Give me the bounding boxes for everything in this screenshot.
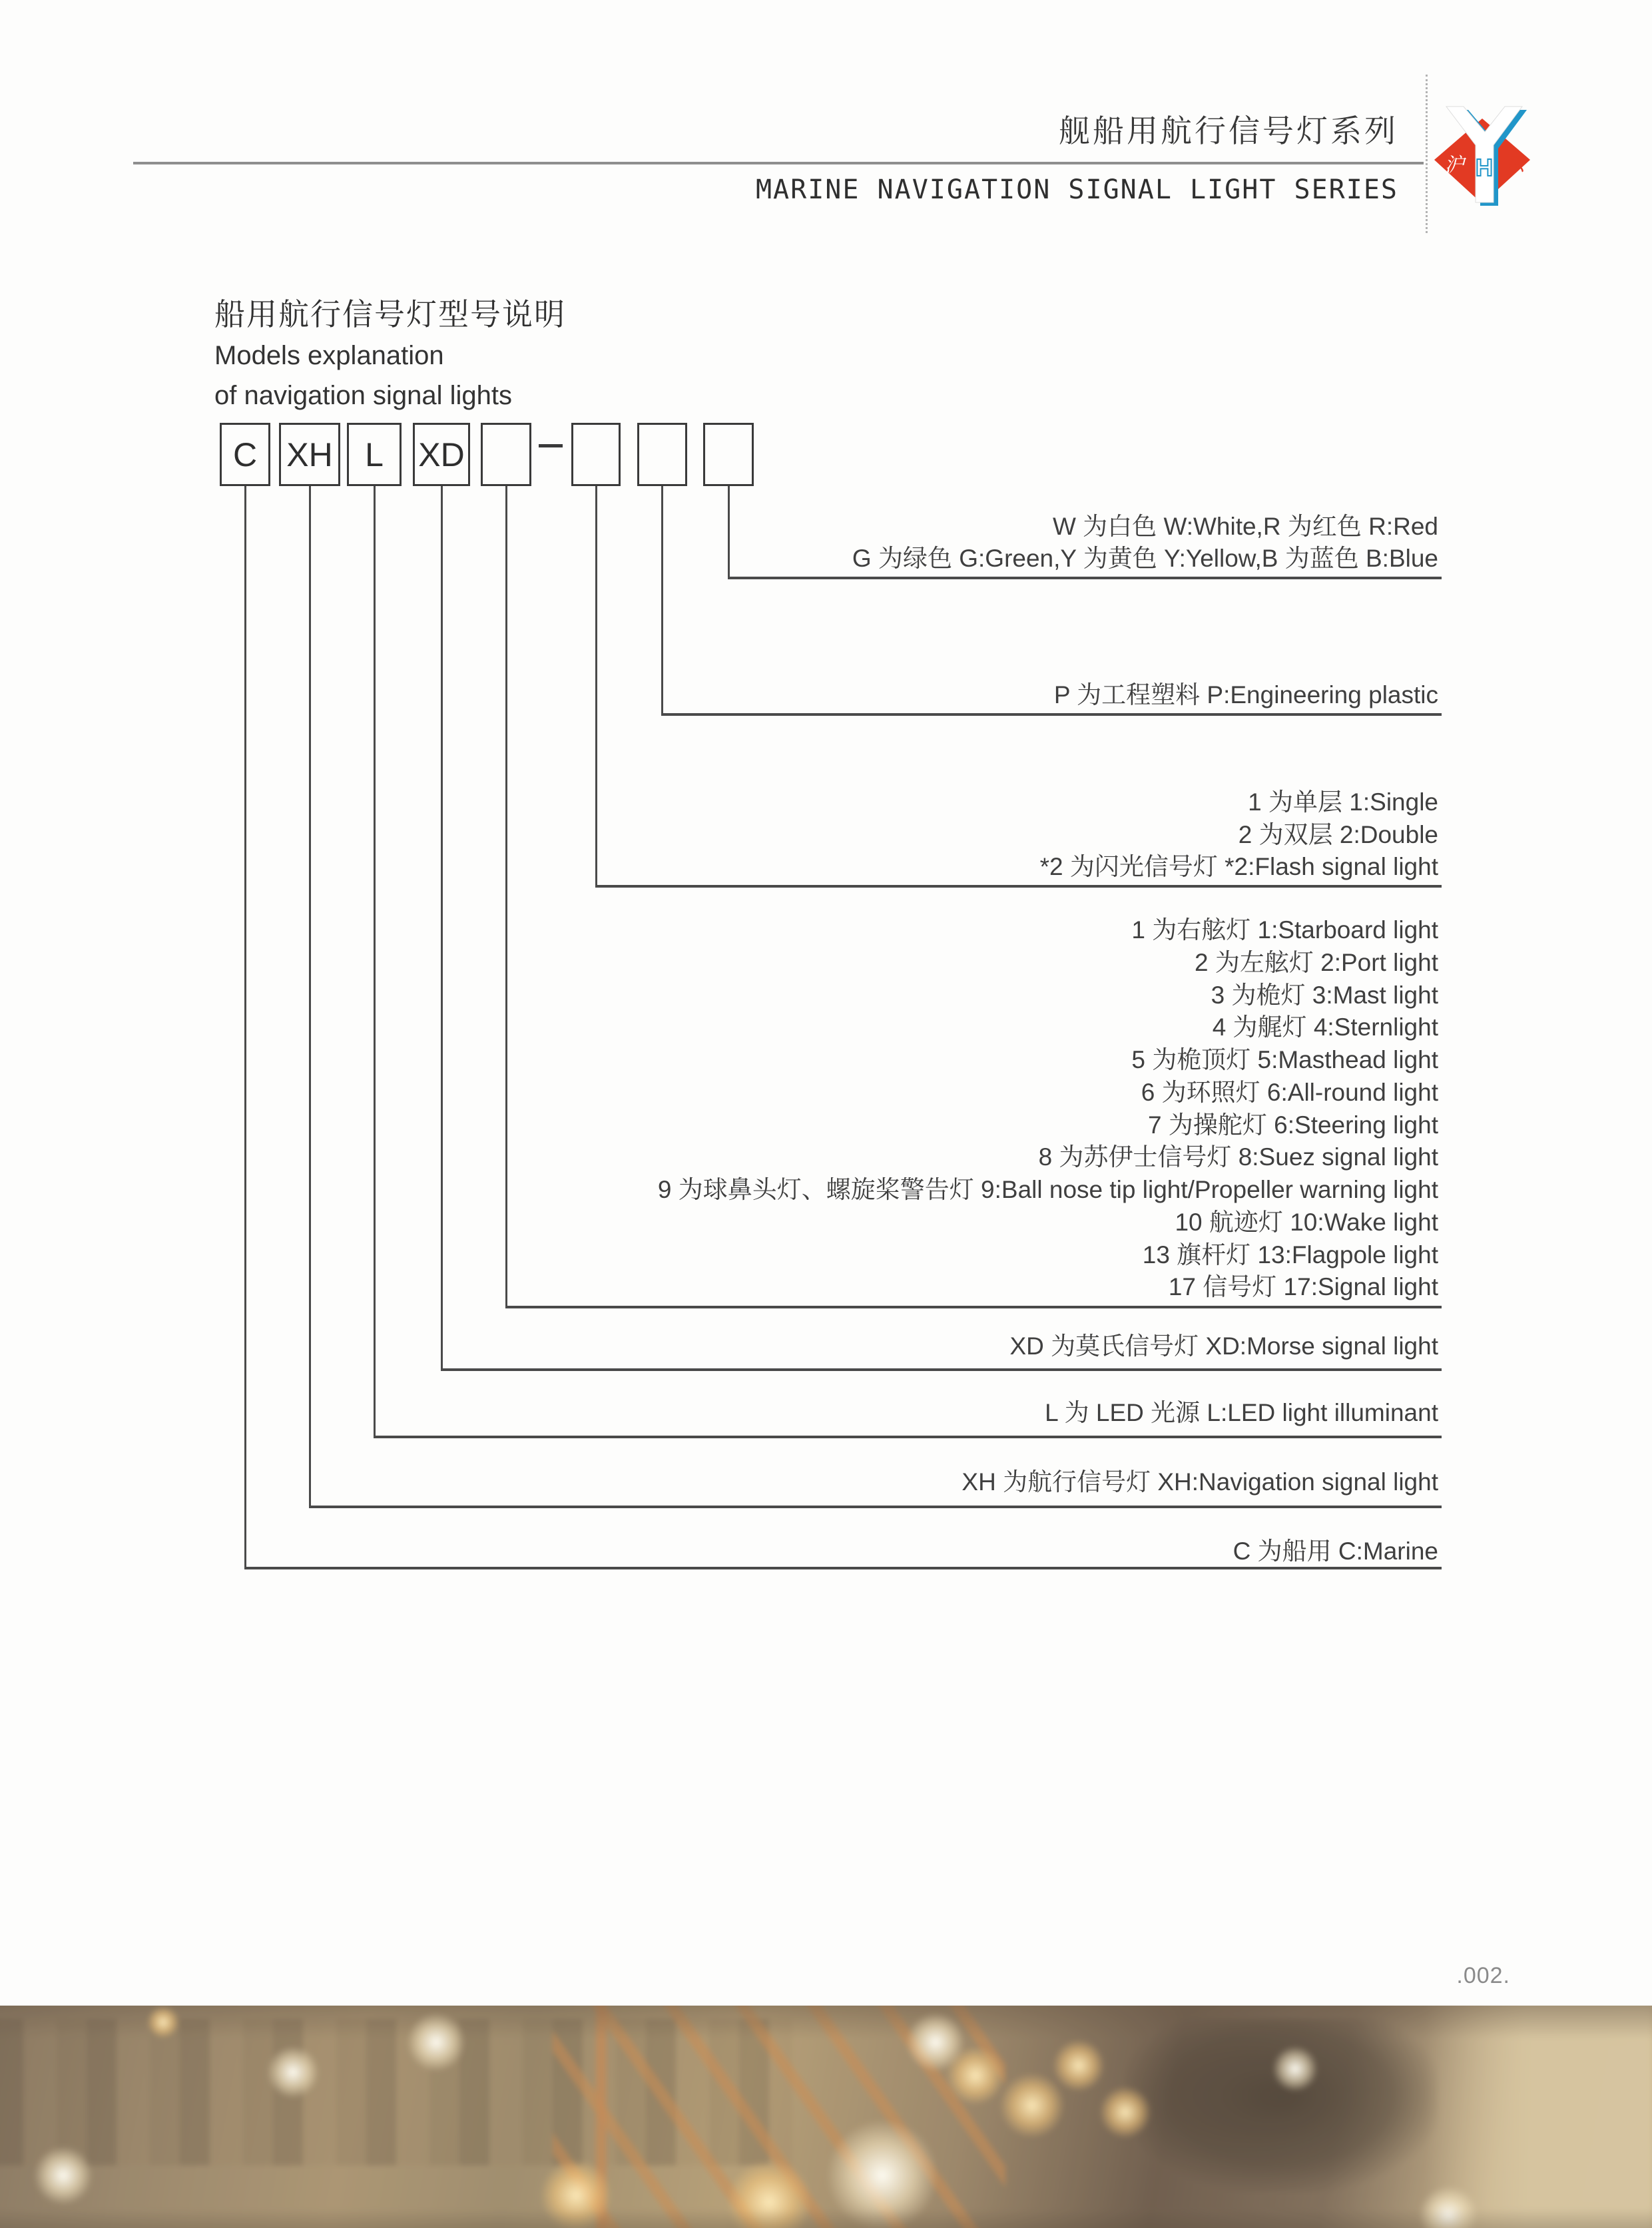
page-number: .002. <box>1456 1963 1510 1988</box>
explanation-line: XD 为莫氏信号灯 XD:Morse signal light <box>1009 1332 1438 1360</box>
connector-underline-layer-type <box>596 885 1442 888</box>
explanation-line: 13 旗杆灯 13:Flagpole light <box>1142 1241 1438 1268</box>
explanation-line: 17 信号灯 17:Signal light <box>1168 1273 1438 1300</box>
header-rule <box>133 162 1424 164</box>
connector-underline-color-code <box>728 577 1442 579</box>
model-box-blank-4 <box>703 423 754 486</box>
connector-vline-marine <box>244 486 246 1569</box>
explanation-line: 3 为桅灯 3:Mast light <box>1211 981 1438 1009</box>
explanation-line: W 为白色 W:White,R 为红色 R:Red <box>1052 513 1438 540</box>
explanation-line: P 为工程塑料 P:Engineering plastic <box>1053 681 1438 708</box>
explanation-line: 10 航迹灯 10:Wake light <box>1175 1209 1438 1236</box>
connector-underline-material <box>662 713 1442 716</box>
header-dotted-divider <box>1426 75 1428 233</box>
model-box-blank-2 <box>571 423 621 486</box>
header-title-zh: 舰船用航行信号灯系列 <box>1059 113 1398 148</box>
explanation-line: L 为 LED 光源 L:LED light illuminant <box>1045 1399 1438 1426</box>
model-box-blank-1 <box>481 423 531 486</box>
connector-vline-layer-type <box>595 486 597 888</box>
logo-char-left: 沪 <box>1444 154 1464 176</box>
connector-vline-navigation <box>309 486 311 1508</box>
connector-vline-morse <box>441 486 443 1371</box>
photo-white-wash <box>0 2006 1652 2228</box>
explanation-line: 5 为桅顶灯 5:Masthead light <box>1131 1046 1438 1073</box>
logo-char-center: H <box>1476 154 1493 181</box>
connector-vline-led <box>374 486 376 1438</box>
model-box-xh: XH <box>279 423 340 486</box>
section-heading-en-line2: of navigation signal lights <box>214 381 512 410</box>
header-title-en: MARINE NAVIGATION SIGNAL LIGHT SERIES <box>755 174 1398 205</box>
explanation-line: *2 为闪光信号灯 *2:Flash signal light <box>1039 853 1438 880</box>
model-code-separator <box>539 444 563 447</box>
explanation-line: 2 为左舷灯 2:Port light <box>1194 949 1438 976</box>
explanation-line: XH 为航行信号灯 XH:Navigation signal light <box>962 1468 1438 1496</box>
connector-vline-color-code <box>728 486 730 579</box>
connector-vline-material <box>661 486 663 716</box>
explanation-line: G 为绿色 G:Green,Y 为黄色 Y:Yellow,B 为蓝色 B:Blue <box>852 545 1438 572</box>
connector-underline-led <box>374 1436 1442 1438</box>
explanation-line: 2 为双层 2:Double <box>1238 821 1438 848</box>
explanation-line: 7 为操舵灯 6:Steering light <box>1148 1111 1438 1139</box>
connector-vline-light-type <box>505 486 507 1308</box>
connector-underline-light-type <box>506 1306 1442 1308</box>
logo-char-right: 乐 <box>1504 154 1524 176</box>
explanation-line: 1 为单层 1:Single <box>1248 788 1438 816</box>
explanation-line: 1 为右舷灯 1:Starboard light <box>1131 916 1438 944</box>
model-box-c: C <box>220 423 270 486</box>
explanation-line: 4 为艉灯 4:Sternlight <box>1212 1013 1438 1041</box>
section-heading-zh: 船用航行信号灯型号说明 <box>214 297 566 332</box>
explanation-line: C 为船用 C:Marine <box>1233 1537 1438 1565</box>
model-box-l: L <box>347 423 402 486</box>
connector-underline-morse <box>441 1368 1442 1371</box>
connector-underline-navigation <box>310 1506 1442 1508</box>
model-box-xd: XD <box>413 423 470 486</box>
section-heading-en-line1: Models explanation <box>214 341 444 370</box>
footer-photo-night-port <box>0 2006 1652 2228</box>
explanation-line: 6 为环照灯 6:All-round light <box>1141 1079 1438 1106</box>
explanation-line: 9 为球鼻头灯、螺旋桨警告灯 9:Ball nose tip light/Propeller warning light <box>657 1176 1438 1203</box>
explanation-line: 8 为苏伊士信号灯 8:Suez signal light <box>1038 1143 1438 1171</box>
model-box-blank-3 <box>637 423 687 486</box>
company-logo <box>1430 99 1537 212</box>
